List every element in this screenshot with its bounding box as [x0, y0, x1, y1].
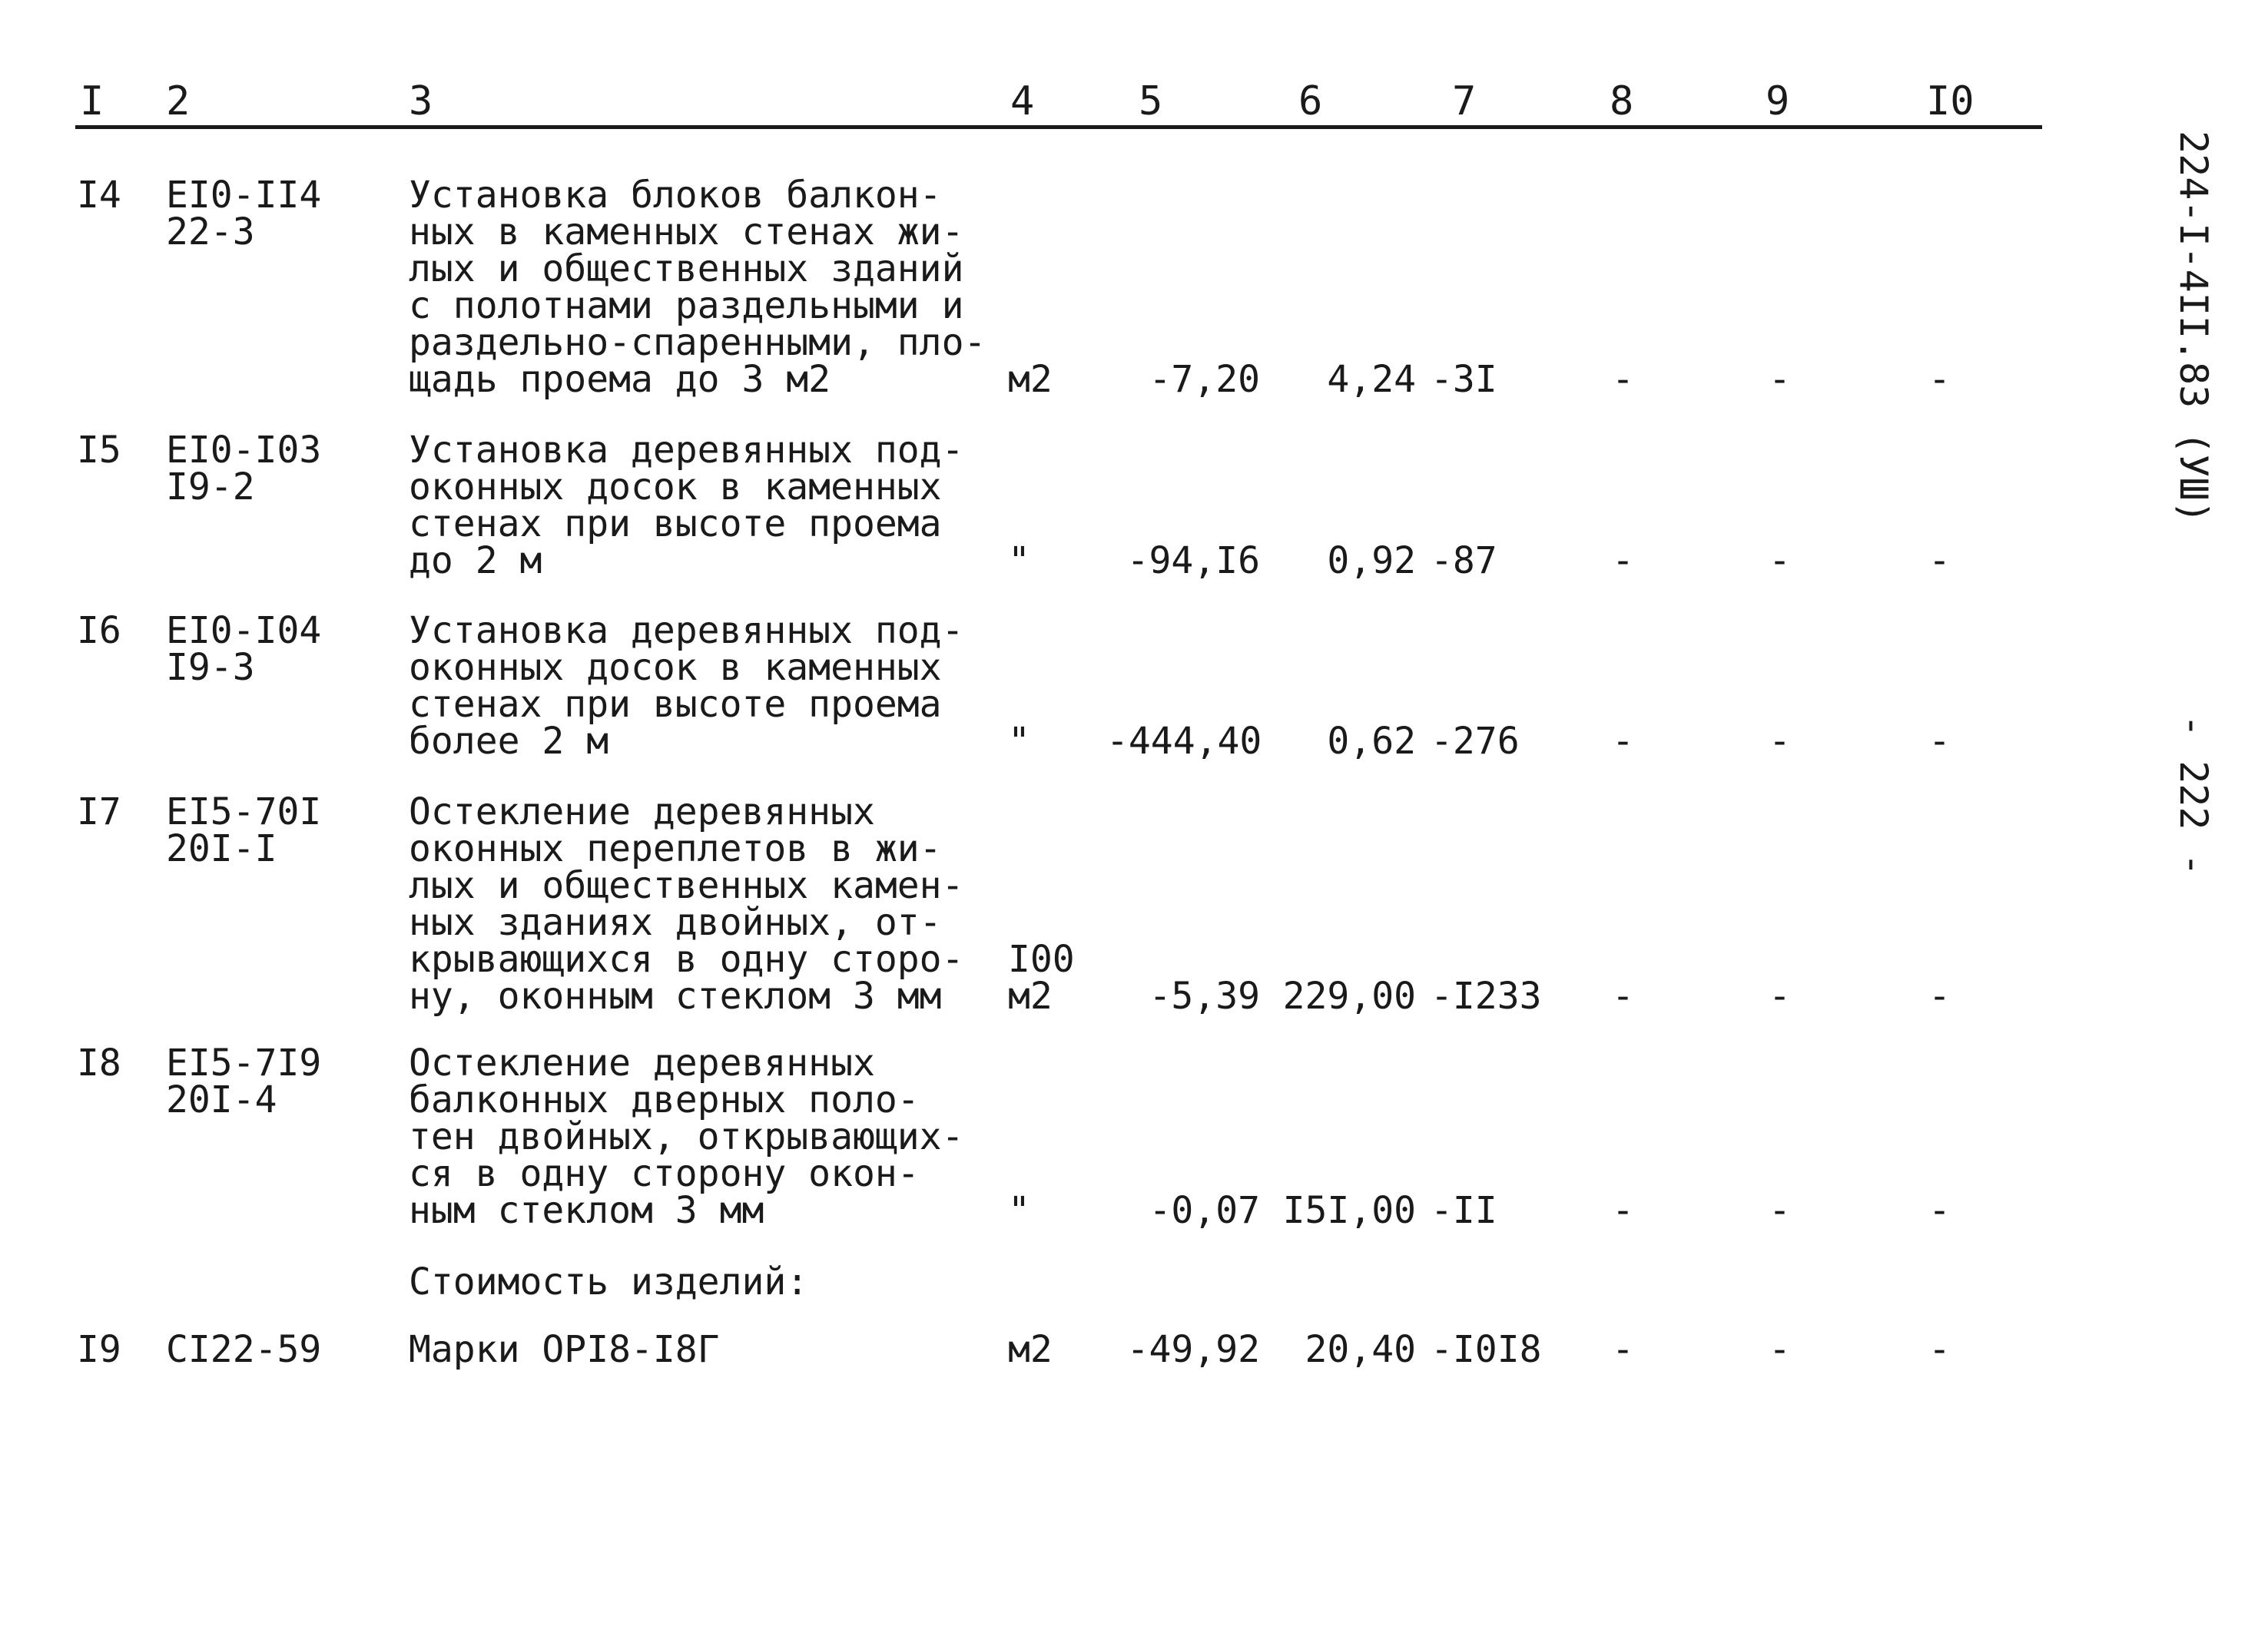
description-line: оконных переплетов в жи-	[409, 827, 942, 870]
unit-price: 229,00	[1282, 975, 1416, 1018]
page-number: - 222 -	[2171, 714, 2216, 876]
work-description	[409, 429, 964, 582]
unit-line: м2	[1008, 975, 1053, 1018]
column-header-5: 5	[1139, 78, 1163, 124]
column-header-3: 3	[409, 78, 433, 124]
rate-code	[166, 609, 322, 689]
total-cost: -276	[1431, 720, 1520, 763]
rate-code-line: I9-2	[166, 465, 255, 508]
total-cost: -I233	[1431, 975, 1542, 1018]
rate-code-line: EI0-I03	[166, 429, 322, 472]
unit-price: 20,40	[1305, 1328, 1416, 1371]
description-line: ных зданиях двойных, от-	[409, 901, 942, 944]
table-row	[0, 1042, 2090, 1232]
column-10-value: -	[1928, 1328, 1951, 1371]
work-description	[409, 174, 986, 401]
column-header-10: I0	[1926, 78, 1975, 124]
description-line: Установка блоков балкон-	[409, 174, 942, 217]
description-line: ных в каменных стенах жи-	[409, 210, 964, 253]
column-9-value: -	[1769, 358, 1791, 401]
total-cost: -3I	[1431, 358, 1497, 401]
unit-line: I00	[1008, 938, 1075, 981]
description-line: Марки ОРI8-I8Г	[409, 1328, 720, 1371]
table-row	[0, 790, 2090, 1018]
total-cost: -II	[1431, 1189, 1497, 1232]
column-8-value: -	[1612, 720, 1634, 763]
rate-code	[166, 790, 322, 870]
unit: м2	[1008, 1328, 1053, 1371]
column-header-4: 4	[1010, 78, 1035, 124]
rate-code-line: 22-3	[166, 210, 255, 253]
column-10-value: -	[1928, 539, 1951, 582]
rate-code	[166, 174, 322, 253]
description-line: раздельно-спаренными, пло-	[409, 321, 986, 364]
description-line: лых и общественных камен-	[409, 864, 964, 907]
work-description	[409, 790, 964, 1018]
rate-code-line: EI5-70I	[166, 790, 322, 833]
description-line: крывающихся в одну сторо-	[409, 938, 964, 981]
column-10-value: -	[1928, 975, 1951, 1018]
quantity: -49,92	[1126, 1328, 1260, 1371]
unit-price: 4,24	[1327, 358, 1416, 401]
column-9-value: -	[1769, 720, 1791, 763]
rate-code-line: I9-3	[166, 646, 255, 689]
description-line: щадь проема до 3 м2	[409, 358, 831, 401]
work-description	[409, 1042, 964, 1232]
column-10-value: -	[1928, 358, 1951, 401]
row-number: I6	[77, 609, 121, 652]
quantity: -444,40	[1106, 720, 1262, 763]
unit: м2	[1008, 358, 1053, 401]
column-header-7: 7	[1452, 78, 1477, 124]
header-rule	[75, 125, 2042, 129]
rate-code-line: EI0-I04	[166, 609, 322, 652]
quantity: -7,20	[1149, 358, 1260, 401]
column-header-6: 6	[1298, 78, 1323, 124]
description-line: Остекление деревянных	[409, 1042, 875, 1085]
row-number: I4	[77, 174, 121, 217]
rate-code	[166, 429, 322, 508]
unit: "	[1008, 720, 1030, 763]
column-9-value: -	[1769, 539, 1791, 582]
quantity: -5,39	[1149, 975, 1260, 1018]
row-number: I5	[77, 429, 121, 472]
work-description	[409, 609, 964, 763]
row-number: I7	[77, 790, 121, 833]
rate-code-line: CI22-59	[166, 1328, 322, 1371]
description-line: Установка деревянных под-	[409, 429, 964, 472]
description-line: балконных дверных поло-	[409, 1078, 920, 1121]
description-line: стенах при высоте проема	[409, 683, 942, 726]
quantity: -0,07	[1149, 1189, 1260, 1232]
unit-price: 0,92	[1327, 539, 1416, 582]
description-line: ся в одну сторону окон-	[409, 1152, 920, 1195]
description-line: стенах при высоте проема	[409, 502, 942, 545]
rate-code-line: EI0-II4	[166, 174, 322, 217]
total-cost: -87	[1431, 539, 1497, 582]
column-8-value: -	[1612, 1189, 1634, 1232]
column-8-value: -	[1612, 975, 1634, 1018]
document-code: 224-I-4II.83 (УШ)	[2171, 131, 2216, 524]
rate-code-line: 20I-I	[166, 827, 277, 870]
column-10-value: -	[1928, 720, 1951, 763]
description-line: лых и общественных зданий	[409, 247, 964, 290]
table-row	[0, 609, 2090, 763]
section-subheading: Стоимость изделий:	[409, 1260, 809, 1303]
quantity: -94,I6	[1126, 539, 1260, 582]
total-cost: -I0I8	[1431, 1328, 1542, 1371]
column-header-9: 9	[1766, 78, 1790, 124]
description-line: до 2 м	[409, 539, 542, 582]
unit: "	[1008, 539, 1030, 582]
table-row	[0, 429, 2090, 582]
column-8-value: -	[1612, 358, 1634, 401]
column-9-value: -	[1769, 1189, 1791, 1232]
column-8-value: -	[1612, 1328, 1634, 1371]
work-description	[409, 1328, 720, 1371]
description-line: Остекление деревянных	[409, 790, 875, 833]
description-line: более 2 м	[409, 720, 609, 763]
description-line: оконных досок в каменных	[409, 465, 942, 508]
rate-code-line: EI5-7I9	[166, 1042, 322, 1085]
table-row	[0, 1328, 2090, 1371]
unit-price: 0,62	[1327, 720, 1416, 763]
unit	[1008, 938, 1075, 1018]
column-header-2: 2	[166, 78, 191, 124]
rate-code	[166, 1328, 322, 1371]
description-line: ну, оконным стеклом 3 мм	[409, 975, 942, 1018]
description-line: оконных досок в каменных	[409, 646, 942, 689]
column-9-value: -	[1769, 1328, 1791, 1371]
rate-code-line: 20I-4	[166, 1078, 277, 1121]
unit-price: I5I,00	[1282, 1189, 1416, 1232]
column-header-8: 8	[1610, 78, 1634, 124]
description-line: тен двойных, открывающих-	[409, 1115, 964, 1158]
column-10-value: -	[1928, 1189, 1951, 1232]
column-9-value: -	[1769, 975, 1791, 1018]
unit: "	[1008, 1189, 1030, 1232]
row-number: I9	[77, 1328, 121, 1371]
column-header-1: I	[80, 78, 104, 124]
description-line: с полотнами раздельными и	[409, 284, 964, 327]
description-line: ным стеклом 3 мм	[409, 1189, 764, 1232]
row-number: I8	[77, 1042, 121, 1085]
column-8-value: -	[1612, 539, 1634, 582]
table-row	[0, 174, 2090, 401]
description-line: Установка деревянных под-	[409, 609, 964, 652]
rate-code	[166, 1042, 322, 1121]
